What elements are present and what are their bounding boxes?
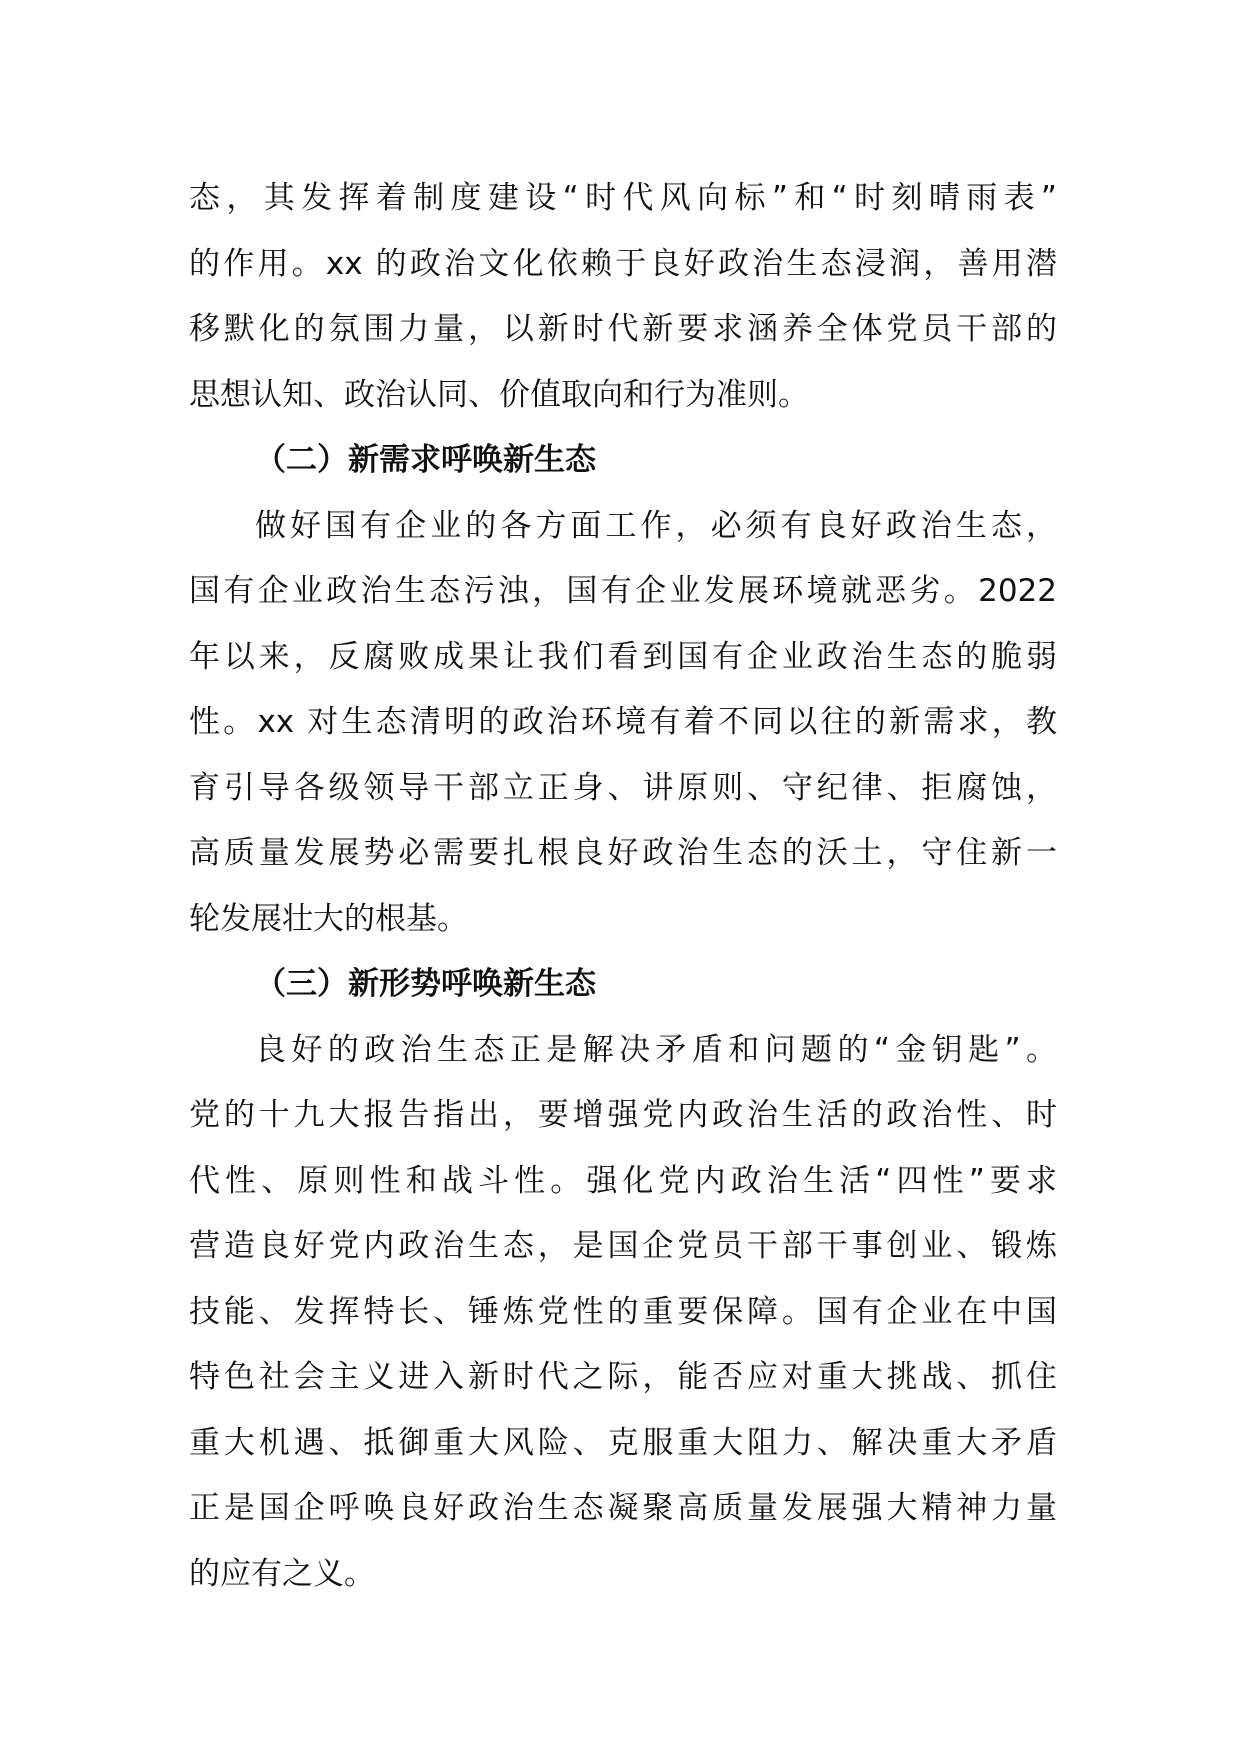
paragraph-2-line: 做好国有企业的各方面工作，必须有良好政治生态，: [255, 507, 1057, 544]
paragraph-3-line: 技能、发挥特长、锤炼党性的重要保障。国有企业在中国: [189, 1293, 1057, 1330]
paragraph-3-line: 良好的政治生态正是解决矛盾和问题的“金钥匙”。: [255, 1031, 1057, 1068]
paragraph-3-line: 营造良好党内政治生态，是国企党员干部干事创业、锻炼: [189, 1228, 1057, 1264]
paragraph-3-line: 代性、原则性和战斗性。强化党内政治生活“四性”要求: [189, 1162, 1057, 1199]
paragraph-1-line: 移默化的氛围力量，以新时代新要求涵养全体党员干部的: [189, 311, 1057, 347]
paragraph-2-line: 育引导各级领导干部立正身、讲原则、守纪律、拒腐蚀，: [189, 769, 1057, 806]
paragraph-2-line: 年以来，反腐败成果让我们看到国有企业政治生态的脆弱: [189, 638, 1057, 675]
paragraph-3-line: 的应有之义。: [189, 1555, 375, 1592]
section-heading-2: （二）新需求呼唤新生态: [255, 442, 596, 478]
paragraph-2-line: 轮发展壮大的根基。: [189, 900, 468, 937]
paragraph-2-line: 国有企业政治生态污浊，国有企业发展环境就恶劣。2022: [189, 573, 1057, 609]
section-heading-3: （三）新形势呼唤新生态: [255, 966, 596, 1002]
paragraph-3-line: 党的十九大报告指出，要增强党内政治生活的政治性、时: [189, 1097, 1057, 1133]
paragraph-3-line: 重大机遇、抵御重大风险、克服重大阻力、解决重大矛盾: [189, 1424, 1057, 1461]
paragraph-3-line: 正是国企呼唤良好政治生态凝聚高质量发展强大精神力量: [189, 1490, 1057, 1526]
paragraph-3-line: 特色社会主义进入新时代之际，能否应对重大挑战、抓住: [189, 1359, 1057, 1395]
paragraph-2-line: 高质量发展势必需要扎根良好政治生态的沃土，守住新一: [189, 835, 1057, 871]
document-body: [189, 166, 1057, 1607]
paragraph-1-line: 的作用。xx 的政治文化依赖于良好政治生态浸润，善用潜: [189, 245, 1057, 282]
paragraph-2-line: 性。xx 对生态清明的政治环境有着不同以往的新需求，教: [189, 704, 1057, 740]
paragraph-1-line: 态，其发挥着制度建设“时代风向标”和“时刻晴雨表”: [189, 180, 1057, 216]
paragraph-1-line: 思想认知、政治认同、价值取向和行为准则。: [189, 376, 809, 413]
